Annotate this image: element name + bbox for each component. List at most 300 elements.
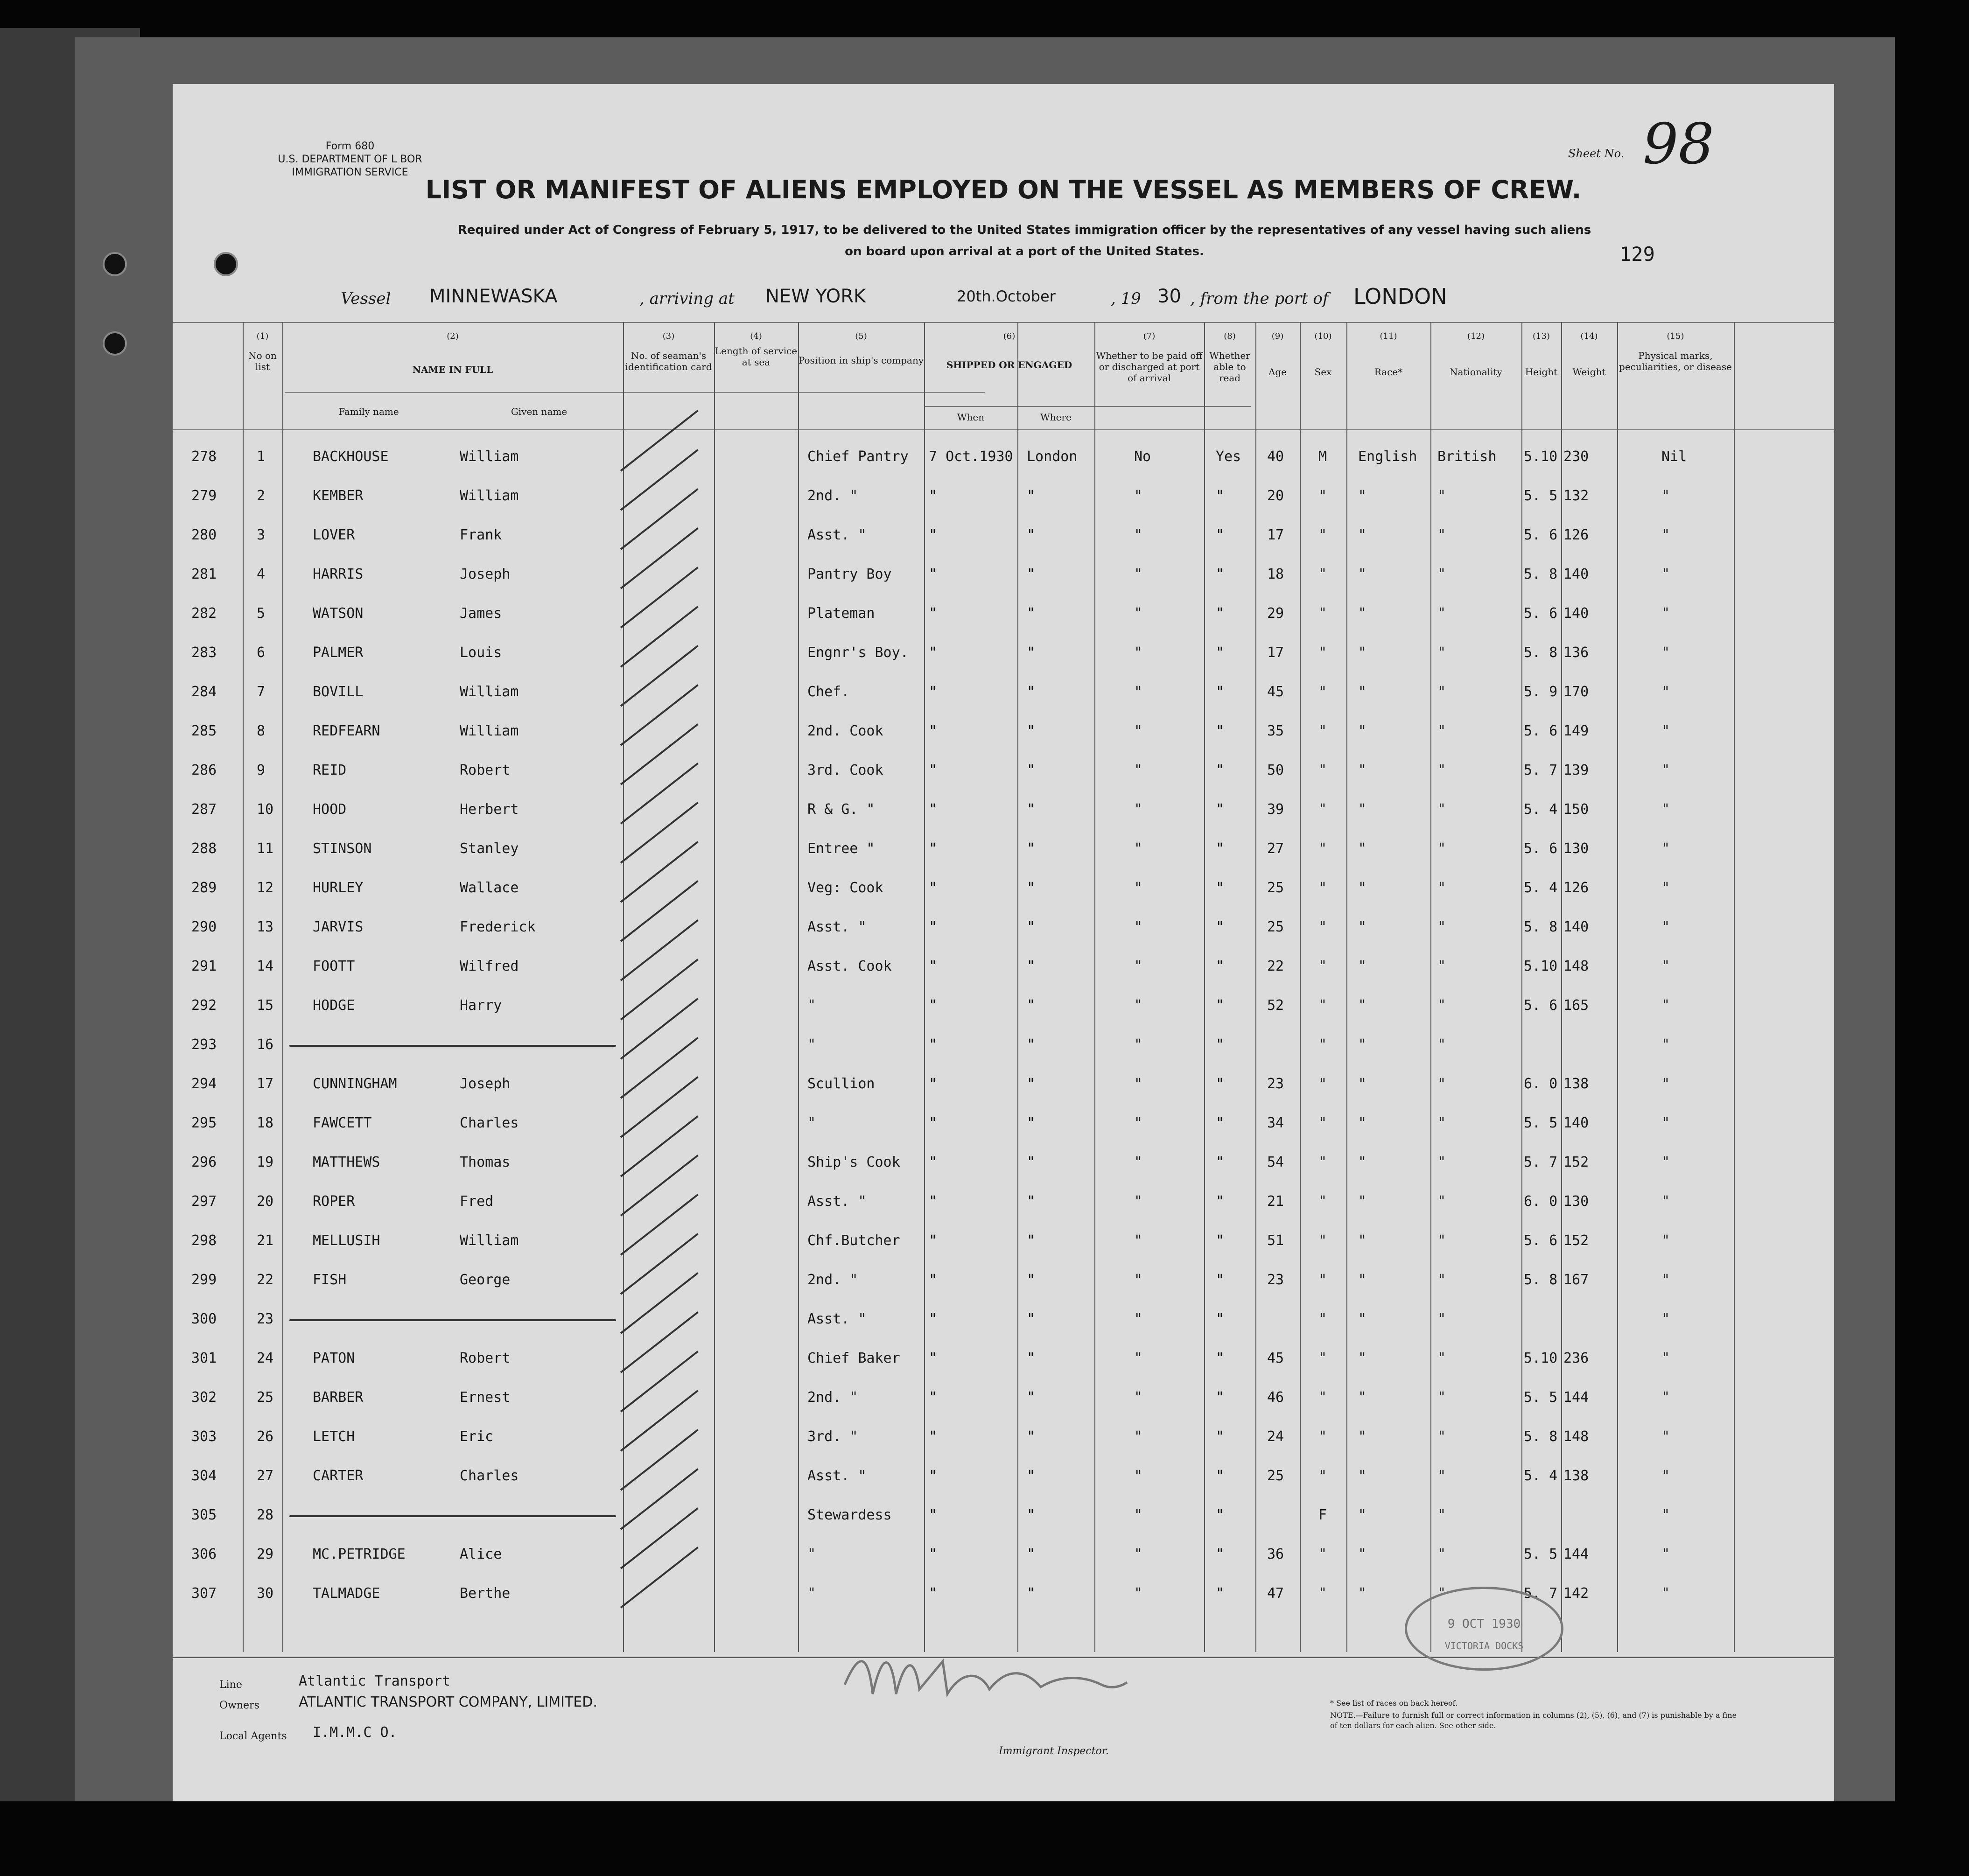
row-no: 10 — [257, 801, 274, 818]
table-row — [173, 1456, 1834, 1495]
row-read: " — [1216, 1193, 1225, 1210]
table-row — [173, 985, 1834, 1024]
row-nationality: " — [1437, 684, 1446, 700]
row-family: FOOTT — [313, 958, 355, 974]
row-when: " — [929, 997, 938, 1014]
row-weight: 148 — [1563, 958, 1589, 974]
table-row — [173, 632, 1834, 672]
row-family: REDFEARN — [313, 723, 380, 739]
row-marks: " — [1661, 605, 1670, 622]
row-where: " — [1027, 958, 1036, 974]
row-marks: " — [1661, 880, 1670, 896]
row-race: " — [1358, 1546, 1367, 1562]
table-row — [173, 750, 1834, 789]
row-read: " — [1216, 840, 1225, 857]
row-paid: " — [1134, 880, 1143, 896]
row-where: " — [1027, 1076, 1036, 1092]
table-rule — [924, 406, 1251, 407]
table-row — [173, 711, 1834, 750]
row-height: 5. 6 — [1524, 723, 1558, 739]
manifest-table — [173, 322, 1834, 1652]
row-height: 5. 7 — [1524, 1585, 1558, 1602]
table-row — [173, 1573, 1834, 1612]
row-when: " — [929, 488, 938, 504]
row-sex: " — [1318, 1154, 1327, 1170]
row-age: 54 — [1267, 1154, 1284, 1170]
row-where: " — [1027, 1546, 1036, 1562]
row-sex: " — [1318, 762, 1327, 778]
row-sex: " — [1318, 919, 1327, 935]
row-height: 5.10 — [1524, 448, 1558, 465]
row-race: " — [1358, 762, 1367, 778]
row-no: 24 — [257, 1350, 274, 1366]
row-race: " — [1358, 1232, 1367, 1249]
row-family: TALMADGE — [313, 1585, 380, 1602]
row-height: 5. 5 — [1524, 1546, 1558, 1562]
row-paid: " — [1134, 1507, 1143, 1523]
row-when: " — [929, 919, 938, 935]
row-nationality: " — [1437, 1428, 1446, 1445]
row-family: REID — [313, 762, 347, 778]
sheet-number: 98 — [1643, 112, 1714, 177]
row-nationality: " — [1437, 1036, 1446, 1053]
row-paid: " — [1134, 1546, 1143, 1562]
row-weight: 138 — [1563, 1468, 1589, 1484]
row-nationality: " — [1437, 919, 1446, 935]
row-no: 1 — [257, 448, 266, 465]
table-row — [173, 1103, 1834, 1142]
row-marks: " — [1661, 762, 1670, 778]
row-sex: " — [1318, 1389, 1327, 1406]
row-family: FAWCETT — [313, 1115, 372, 1131]
row-given: Stanley — [460, 840, 519, 857]
row-position: Ship's Cook — [807, 1154, 900, 1170]
row-race: " — [1358, 958, 1367, 974]
row-no: 4 — [257, 566, 266, 582]
row-age: 20 — [1267, 488, 1284, 504]
row-paid: " — [1134, 1428, 1143, 1445]
row-given: William — [460, 684, 519, 700]
row-position: Engnr's Boy. — [807, 644, 909, 661]
row-sex: " — [1318, 801, 1327, 818]
row-given: Berthe — [460, 1585, 511, 1602]
row-family: ROPER — [313, 1193, 355, 1210]
table-row — [173, 672, 1834, 711]
row-race: " — [1358, 1154, 1367, 1170]
row-race: " — [1358, 919, 1367, 935]
col-num: (4) — [750, 331, 762, 341]
row-no: 23 — [257, 1311, 274, 1327]
row-given: William — [460, 1232, 519, 1249]
row-weight: 126 — [1563, 880, 1589, 896]
row-height: 5. 6 — [1524, 1232, 1558, 1249]
row-ref: 301 — [191, 1350, 217, 1366]
row-marks: " — [1661, 1389, 1670, 1406]
row-no: 15 — [257, 997, 274, 1014]
vessel-name: MINNEWASKA — [429, 286, 558, 307]
col-head-sex: Sex — [1314, 366, 1332, 378]
row-position: Plateman — [807, 605, 875, 622]
row-position: 3rd. " — [807, 1428, 858, 1445]
row-marks: " — [1661, 1232, 1670, 1249]
row-race: " — [1358, 997, 1367, 1014]
col-head-height: Height — [1525, 366, 1558, 378]
row-sex: " — [1318, 1350, 1327, 1366]
row-position: Chief Pantry — [807, 448, 909, 465]
row-race: " — [1358, 1311, 1367, 1327]
row-ref: 307 — [191, 1585, 217, 1602]
col-head-no: No on list — [248, 350, 277, 372]
agents-label: Local Agents — [219, 1730, 287, 1742]
row-nationality: " — [1437, 1507, 1446, 1523]
row-marks: " — [1661, 488, 1670, 504]
row-weight: 140 — [1563, 919, 1589, 935]
row-race: " — [1358, 488, 1367, 504]
row-family: KEMBER — [313, 488, 364, 504]
row-paid: " — [1134, 1350, 1143, 1366]
row-no: 9 — [257, 762, 266, 778]
punch-hole — [103, 331, 127, 356]
strike-through — [289, 1045, 616, 1047]
row-given: George — [460, 1272, 511, 1288]
row-given: Charles — [460, 1468, 519, 1484]
row-position: Pantry Boy — [807, 566, 892, 582]
row-where: " — [1027, 1585, 1036, 1602]
row-no: 27 — [257, 1468, 274, 1484]
row-nationality: " — [1437, 997, 1446, 1014]
row-ref: 289 — [191, 880, 217, 896]
row-where: " — [1027, 644, 1036, 661]
row-age: 47 — [1267, 1585, 1284, 1602]
row-paid: " — [1134, 605, 1143, 622]
inspector-label: Immigrant Inspector. — [999, 1745, 1109, 1757]
row-sex: " — [1318, 605, 1327, 622]
row-read: " — [1216, 1350, 1225, 1366]
row-sex: " — [1318, 1193, 1327, 1210]
row-position: 2nd. " — [807, 1389, 858, 1406]
row-given: William — [460, 448, 519, 465]
row-ref: 298 — [191, 1232, 217, 1249]
row-race: " — [1358, 684, 1367, 700]
col-num: (14) — [1580, 331, 1598, 341]
row-given: Fred — [460, 1193, 494, 1210]
row-where: " — [1027, 723, 1036, 739]
row-nationality: " — [1437, 488, 1446, 504]
row-sex: M — [1318, 448, 1327, 465]
row-weight: 230 — [1563, 448, 1589, 465]
row-position: Asst. " — [807, 1311, 867, 1327]
row-given: Joseph — [460, 1076, 511, 1092]
department: U.S. DEPARTMENT OF L BOR — [278, 154, 422, 165]
row-read: " — [1216, 1115, 1225, 1131]
col-num: (1) — [256, 331, 269, 341]
row-nationality: " — [1437, 1193, 1446, 1210]
row-weight: 132 — [1563, 488, 1589, 504]
row-height: 5. 4 — [1524, 1468, 1558, 1484]
row-read: " — [1216, 723, 1225, 739]
table-row — [173, 1377, 1834, 1416]
col-num: (7) — [1143, 331, 1156, 341]
row-paid: " — [1134, 644, 1143, 661]
row-paid: " — [1134, 1076, 1143, 1092]
row-no: 28 — [257, 1507, 274, 1523]
row-where: " — [1027, 684, 1036, 700]
row-paid: " — [1134, 1585, 1143, 1602]
row-paid: " — [1134, 1468, 1143, 1484]
row-no: 21 — [257, 1232, 274, 1249]
row-when: " — [929, 1193, 938, 1210]
col-head-weight: Weight — [1572, 366, 1606, 378]
col-head-marks: Physical marks, peculiarities, or disease — [1619, 350, 1732, 372]
row-no: 13 — [257, 919, 274, 935]
row-when: " — [929, 1546, 938, 1562]
row-height: 5. 8 — [1524, 919, 1558, 935]
row-ref: 293 — [191, 1036, 217, 1053]
row-when: " — [929, 801, 938, 818]
table-rule — [285, 392, 985, 393]
row-where: " — [1027, 1389, 1036, 1406]
row-when: " — [929, 762, 938, 778]
row-weight: 138 — [1563, 1076, 1589, 1092]
row-nationality: " — [1437, 1350, 1446, 1366]
row-ref: 297 — [191, 1193, 217, 1210]
row-sex: " — [1318, 566, 1327, 582]
row-nationality: " — [1437, 1232, 1446, 1249]
col-num: (3) — [662, 331, 675, 341]
row-when: " — [929, 723, 938, 739]
table-row — [173, 1495, 1834, 1534]
row-where: " — [1027, 1232, 1036, 1249]
row-given: William — [460, 488, 519, 504]
row-age: 35 — [1267, 723, 1284, 739]
row-marks: " — [1661, 684, 1670, 700]
row-no: 7 — [257, 684, 266, 700]
row-family: MELLUSIH — [313, 1232, 380, 1249]
table-row — [173, 1142, 1834, 1181]
table-row — [173, 1064, 1834, 1103]
row-ref: 294 — [191, 1076, 217, 1092]
row-position: " — [807, 1115, 816, 1131]
row-given: Alice — [460, 1546, 502, 1562]
row-marks: " — [1661, 644, 1670, 661]
row-read: " — [1216, 527, 1225, 543]
row-sex: " — [1318, 1115, 1327, 1131]
row-where: " — [1027, 566, 1036, 582]
row-marks: " — [1661, 919, 1670, 935]
row-read: " — [1216, 1272, 1225, 1288]
row-nationality: " — [1437, 880, 1446, 896]
row-paid: " — [1134, 684, 1143, 700]
row-sex: " — [1318, 723, 1327, 739]
row-paid: " — [1134, 488, 1143, 504]
row-no: 16 — [257, 1036, 274, 1053]
row-ref: 283 — [191, 644, 217, 661]
row-family: HODGE — [313, 997, 355, 1014]
row-family: BOVILL — [313, 684, 364, 700]
row-ref: 296 — [191, 1154, 217, 1170]
row-when: " — [929, 527, 938, 543]
col-num: (2) — [447, 331, 459, 341]
row-marks: " — [1661, 1036, 1670, 1053]
sheet-label: Sheet No. — [1568, 147, 1625, 160]
row-age: 36 — [1267, 1546, 1284, 1562]
row-race: " — [1358, 1272, 1367, 1288]
row-where: " — [1027, 801, 1036, 818]
row-race: " — [1358, 1428, 1367, 1445]
row-when: 7 Oct.1930 — [929, 448, 1013, 465]
row-read: " — [1216, 1232, 1225, 1249]
row-age: 25 — [1267, 919, 1284, 935]
row-position: Asst. " — [807, 919, 867, 935]
row-where: " — [1027, 1154, 1036, 1170]
row-read: " — [1216, 1389, 1225, 1406]
row-position: Stewardess — [807, 1507, 892, 1523]
row-paid: " — [1134, 840, 1143, 857]
row-nationality: " — [1437, 1389, 1446, 1406]
row-nationality: " — [1437, 1546, 1446, 1562]
col-head-name: NAME IN FULL — [412, 364, 493, 375]
table-row — [173, 907, 1834, 946]
col-num: (9) — [1271, 331, 1284, 341]
row-marks: Nil — [1661, 448, 1687, 465]
row-read: " — [1216, 488, 1225, 504]
inspector-signature — [840, 1643, 1129, 1708]
row-race: " — [1358, 1350, 1367, 1366]
row-paid: " — [1134, 801, 1143, 818]
row-read: " — [1216, 1468, 1225, 1484]
table-row — [173, 554, 1834, 593]
row-read: " — [1216, 1154, 1225, 1170]
row-ref: 302 — [191, 1389, 217, 1406]
row-weight: 236 — [1563, 1350, 1589, 1366]
row-ref: 279 — [191, 488, 217, 504]
row-given: Frank — [460, 527, 502, 543]
row-when: " — [929, 1311, 938, 1327]
row-family: JARVIS — [313, 919, 364, 935]
row-position: Chf.Butcher — [807, 1232, 900, 1249]
row-race: English — [1358, 448, 1417, 465]
row-when: " — [929, 1468, 938, 1484]
row-weight: 149 — [1563, 723, 1589, 739]
row-sex: " — [1318, 684, 1327, 700]
col-head-when: When — [957, 412, 985, 423]
row-given: Charles — [460, 1115, 519, 1131]
row-when: " — [929, 840, 938, 857]
row-sex: " — [1318, 1428, 1327, 1445]
row-race: " — [1358, 801, 1367, 818]
line-label: Line — [219, 1679, 242, 1691]
row-no: 29 — [257, 1546, 274, 1562]
row-where: " — [1027, 762, 1036, 778]
row-when: " — [929, 1036, 938, 1053]
row-sex: " — [1318, 997, 1327, 1014]
col-head-position: Position in ship's company — [798, 355, 924, 366]
row-position: Veg: Cook — [807, 880, 883, 896]
row-race: " — [1358, 1115, 1367, 1131]
row-marks: " — [1661, 723, 1670, 739]
row-weight: 136 — [1563, 644, 1589, 661]
row-ref: 305 — [191, 1507, 217, 1523]
row-read: " — [1216, 1311, 1225, 1327]
row-family: HARRIS — [313, 566, 364, 582]
col-head-where: Where — [1040, 412, 1072, 423]
row-no: 8 — [257, 723, 266, 739]
row-family: HURLEY — [313, 880, 364, 896]
col-head-family: Family name — [338, 406, 399, 417]
row-height: 5. 4 — [1524, 801, 1558, 818]
row-ref: 286 — [191, 762, 217, 778]
row-age: 17 — [1267, 527, 1284, 543]
col-head-service: Length of service at sea — [715, 345, 798, 368]
table-rule — [173, 429, 1834, 430]
row-ref: 291 — [191, 958, 217, 974]
row-paid: " — [1134, 997, 1143, 1014]
row-where: " — [1027, 1115, 1036, 1131]
row-height: 5. 4 — [1524, 880, 1558, 896]
row-weight: 144 — [1563, 1546, 1589, 1562]
row-weight: 130 — [1563, 1193, 1589, 1210]
row-weight: 150 — [1563, 801, 1589, 818]
row-given: Wilfred — [460, 958, 519, 974]
stamp-place: VICTORIA DOCKS — [1444, 1640, 1524, 1652]
row-age: 39 — [1267, 801, 1284, 818]
row-family: FISH — [313, 1272, 347, 1288]
row-when: " — [929, 605, 938, 622]
row-read: " — [1216, 880, 1225, 896]
row-weight: 142 — [1563, 1585, 1589, 1602]
row-position: Asst. " — [807, 1193, 867, 1210]
row-sex: " — [1318, 1272, 1327, 1288]
row-ref: 290 — [191, 919, 217, 935]
row-ref: 282 — [191, 605, 217, 622]
row-when: " — [929, 1232, 938, 1249]
row-paid: " — [1134, 1154, 1143, 1170]
col-num: (6) — [1003, 331, 1016, 341]
row-sex: " — [1318, 1585, 1327, 1602]
table-row — [173, 515, 1834, 554]
row-given: Thomas — [460, 1154, 511, 1170]
from-port: LONDON — [1353, 284, 1447, 309]
row-family: CARTER — [313, 1468, 364, 1484]
arriving-label: , arriving at — [639, 289, 735, 308]
row-read: " — [1216, 919, 1225, 935]
row-race: " — [1358, 1036, 1367, 1053]
row-nationality: " — [1437, 958, 1446, 974]
row-family: BACKHOUSE — [313, 448, 389, 465]
row-where: " — [1027, 1428, 1036, 1445]
table-row — [173, 593, 1834, 632]
row-nationality: " — [1437, 1311, 1446, 1327]
row-paid: " — [1134, 1311, 1143, 1327]
table-row — [173, 789, 1834, 828]
row-position: R & G. " — [807, 801, 875, 818]
row-family: CUNNINGHAM — [313, 1076, 397, 1092]
row-where: " — [1027, 1036, 1036, 1053]
row-height: 5. 8 — [1524, 644, 1558, 661]
row-no: 5 — [257, 605, 266, 622]
row-height: 5. 6 — [1524, 605, 1558, 622]
row-nationality: " — [1437, 644, 1446, 661]
table-row — [173, 436, 1834, 476]
stamp-date: 9 OCT 1930 — [1447, 1617, 1521, 1631]
row-no: 2 — [257, 488, 266, 504]
table-row — [173, 1299, 1834, 1338]
row-read: " — [1216, 684, 1225, 700]
row-when: " — [929, 566, 938, 582]
row-paid: " — [1134, 1232, 1143, 1249]
row-position: Asst. " — [807, 1468, 867, 1484]
row-position: Chief Baker — [807, 1350, 900, 1366]
